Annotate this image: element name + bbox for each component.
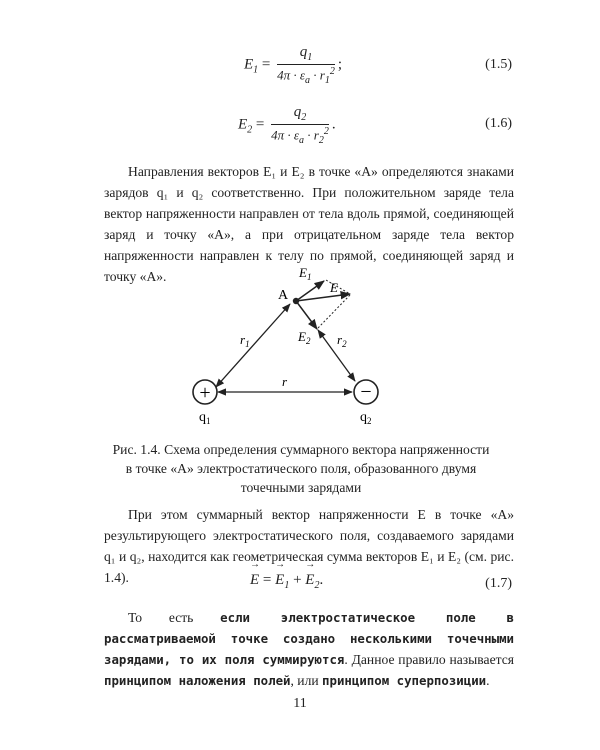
page-number: 11 [293, 696, 307, 711]
r2-label: $r_2$ [337, 332, 347, 349]
eq2-fraction [271, 104, 329, 146]
r-label: r [282, 374, 288, 389]
e2-vector [296, 301, 317, 329]
eq1-lhs: E [244, 56, 254, 73]
eq3-equals: = [262, 572, 272, 588]
r1-line [216, 304, 290, 387]
eq3-term2: → E [305, 572, 314, 589]
eq1-denominator: 4π · ε [277, 67, 306, 83]
q2-label: $q_2$ [360, 410, 372, 426]
eq2-equals: = [255, 116, 265, 133]
eq2-number: (1.6) [485, 116, 512, 131]
charge-q2-sign: − [360, 381, 372, 403]
e1-label: $E_1$ [299, 268, 312, 282]
eq1-numerator-sub: 1 [307, 52, 313, 63]
para3-bold-term1: принципом наложения полей [104, 673, 291, 688]
eq2-eps-sub: a [299, 134, 305, 146]
para3-bold-term2: принципом суперпозиции [322, 673, 487, 688]
eq2-lhs-sub: 2 [247, 124, 253, 136]
e-label: E [330, 280, 338, 295]
eq3-lhs: → E [250, 572, 259, 589]
eq3-term2-sub: 2 [314, 580, 320, 591]
eq2-lhs: E [238, 116, 248, 133]
para3-mid: . Данное правило называется [344, 652, 515, 667]
equation-1-7 [250, 572, 323, 591]
point-a-label: A [278, 288, 289, 303]
para3-mid2: , или [290, 673, 323, 688]
paragraph-vector-directions: Направления векторов E₁ и E₂ в точке «А» определяются знаками зарядов q₁ и q₂ соответственно. При положительном заряде тела вектор напряженности направлен от тела вдоль прямой, соединяющей заряд и точку «А», а при отрицательном заряде тела вектор напряженности направлен к телу по прямой, соединяющей заряд и точку «А». [104, 164, 514, 284]
eq1-eps-sub: a [305, 74, 311, 86]
dotted-side-2 [318, 295, 350, 328]
equation-1-5 [244, 44, 342, 86]
e2-label: $E_2$ [298, 329, 311, 346]
eq2-numerator: q [293, 104, 302, 120]
figure-caption [96, 440, 506, 497]
eq2-r: · r [304, 127, 319, 143]
equation-1-6 [238, 104, 336, 146]
eq2-tail: . [331, 116, 336, 133]
caption-line-3: точечными зарядами [240, 480, 362, 495]
eq1-number: (1.5) [485, 57, 512, 72]
para3-end: . [486, 673, 490, 688]
paragraph-superposition [104, 607, 514, 691]
eq3-tail: . [319, 572, 324, 588]
eq3-plus: + [293, 572, 302, 588]
eq2-r-sub: 2 [318, 134, 324, 146]
eq3-term1: → E [275, 572, 284, 589]
para3-lead: То есть [128, 610, 221, 625]
eq2-r-sup: 2 [323, 126, 329, 137]
eq1-fraction [277, 44, 335, 86]
eq3-term1-sub: 1 [284, 580, 290, 591]
eq2-denominator: 4π · ε [271, 127, 300, 143]
eq1-equals: = [261, 56, 271, 73]
figure-field-vectors [0, 268, 600, 428]
point-a [293, 298, 299, 304]
caption-line-2: в точке «А» электростатического поля, образованного двумя [125, 461, 477, 476]
charge-q1-sign: + [199, 382, 211, 404]
eq1-numerator: q [299, 44, 308, 60]
eq1-r: · r [310, 67, 325, 83]
r1-label: $r_1$ [240, 332, 250, 349]
eq1-r-sup: 2 [329, 66, 335, 77]
q1-label: $q_1$ [199, 410, 211, 426]
eq2-numerator-sub: 2 [301, 112, 307, 123]
eq3-number: (1.7) [485, 576, 512, 591]
caption-line-1: Рис. 1.4. Схема определения суммарного вектора напряженности [112, 442, 490, 457]
eq1-lhs-sub: 1 [253, 64, 259, 76]
para3-bold-rule: если электростатическое поле в рассматриваемой точке создано несколькими точечными зарядами, то их поля суммируются [104, 610, 515, 667]
paragraph-resultant-vector: При этом суммарный вектор напряженности E в точке «А» результирующего электростатического поля, создаваемого зарядами q₁ и q₂, находится как геометрическая сумма векторов E₁ и E₂ (см. рис. 1.4). [104, 507, 514, 585]
eq1-r-sub: 1 [324, 74, 330, 86]
eq1-tail: ; [337, 56, 343, 73]
